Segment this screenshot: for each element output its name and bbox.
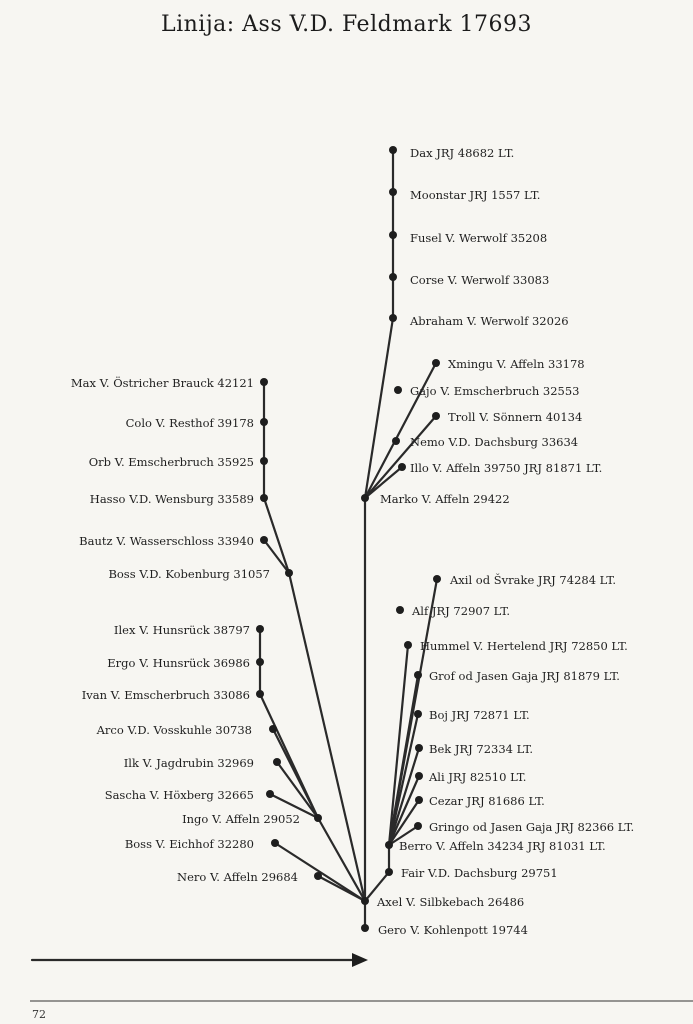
label-troll: Troll V. Sönnern 40134	[448, 410, 583, 424]
node-gajo	[394, 386, 402, 394]
node-hasso	[260, 494, 268, 502]
edge-berro-boj	[389, 714, 418, 845]
label-sascha: Sascha V. Höxberg 32665	[104, 788, 254, 802]
node-illo	[398, 463, 406, 471]
node-colo	[260, 418, 268, 426]
label-ilk: Ilk V. Jagdrubin 32969	[123, 756, 254, 770]
node-ivan	[256, 690, 264, 698]
label-max: Max V. Östricher Brauck 42121	[70, 376, 254, 390]
edge-ilk-ingo	[277, 762, 318, 818]
node-troll	[432, 412, 440, 420]
node-dax	[389, 146, 397, 154]
label-colo: Colo V. Resthof 39178	[125, 416, 254, 430]
label-abraham: Abraham V. Werwolf 32026	[410, 314, 569, 328]
label-ergo: Ergo V. Hunsrück 36986	[107, 656, 250, 670]
node-xmingu	[432, 359, 440, 367]
node-nemo	[392, 437, 400, 445]
edge-boss-axel	[289, 573, 365, 901]
label-orb: Orb V. Emscherbruch 35925	[88, 455, 254, 469]
label-bautz: Bautz V. Wasserschloss 33940	[79, 534, 254, 548]
node-orb	[260, 457, 268, 465]
label-arco: Arco V.D. Vosskuhle 30738	[96, 723, 252, 737]
label-ingo: Ingo V. Affeln 29052	[182, 812, 300, 826]
node-bautz	[260, 536, 268, 544]
node-max	[260, 378, 268, 386]
label-ivan: Ivan V. Emscherbruch 33086	[81, 688, 250, 702]
label-ilex: Ilex V. Hunsrück 38797	[113, 623, 250, 637]
node-ergo	[256, 658, 264, 666]
label-fair: Fair V.D. Dachsburg 29751	[401, 866, 558, 880]
label-axil: Axil od Švrake JRJ 74284 LT.	[450, 573, 617, 587]
tree-labels	[71, 146, 634, 937]
node-axil	[433, 575, 441, 583]
node-ilex	[256, 625, 264, 633]
edge-hasso-boss	[264, 498, 289, 573]
label-alf: Alf JRJ 72907 LT.	[412, 604, 511, 618]
node-berro	[385, 841, 393, 849]
label-gero: Gero V. Kohlenpott 19744	[378, 923, 528, 937]
node-nero	[314, 872, 322, 880]
node-gero	[361, 924, 369, 932]
timeline-arrow-head	[352, 953, 368, 967]
edge-arco-ingo	[273, 729, 318, 818]
label-gajo: Gajo V. Emscherbruch 32553	[410, 384, 580, 398]
label-hasso: Hasso V.D. Wensburg 33589	[89, 492, 254, 506]
label-illo: Illo V. Affeln 39750 JRJ 81871 LT.	[410, 461, 603, 475]
node-grof	[414, 671, 422, 679]
node-fair	[385, 868, 393, 876]
label-marko: Marko V. Affeln 29422	[380, 492, 510, 506]
node-boj	[414, 710, 422, 718]
label-moonstar: Moonstar JRJ 1557 LT.	[410, 188, 541, 202]
node-corse	[389, 273, 397, 281]
node-sascha	[266, 790, 274, 798]
node-ingo	[314, 814, 322, 822]
label-nero: Nero V. Affeln 29684	[177, 870, 298, 884]
label-boj: Boj JRJ 72871 LT.	[429, 708, 530, 722]
label-berro: Berro V. Affeln 34234 JRJ 81031 LT.	[399, 839, 606, 853]
label-dax: Dax JRJ 48682 LT.	[410, 146, 515, 160]
label-xmingu: Xmingu V. Affeln 33178	[448, 357, 585, 371]
label-nemo: Nemo V.D. Dachsburg 33634	[410, 435, 579, 449]
node-bek	[415, 744, 423, 752]
node-moonstar	[389, 188, 397, 196]
label-grof: Grof od Jasen Gaja JRJ 81879 LT.	[429, 669, 620, 683]
page-title: Linija: Ass V.D. Feldmark 17693	[160, 12, 533, 37]
label-fusel: Fusel V. Werwolf 35208	[410, 231, 548, 245]
node-gringo	[414, 822, 422, 830]
label-ali: Ali JRJ 82510 LT.	[429, 770, 527, 784]
node-ilk	[273, 758, 281, 766]
label-hummel: Hummel V. Hertelend JRJ 72850 LT.	[420, 639, 628, 653]
node-marko	[361, 494, 369, 502]
node-boss-kob	[285, 569, 293, 577]
label-axel: Axel V. Silbkebach 26486	[377, 895, 525, 909]
node-alf	[396, 606, 404, 614]
label-gringo: Gringo od Jasen Gaja JRJ 82366 LT.	[429, 820, 635, 834]
label-corse: Corse V. Werwolf 33083	[410, 273, 550, 287]
node-arco	[269, 725, 277, 733]
page-number: 72	[32, 1008, 46, 1021]
node-fusel	[389, 231, 397, 239]
node-axel	[361, 897, 369, 905]
node-cezar	[415, 796, 423, 804]
node-boss-eich	[271, 839, 279, 847]
node-ali	[415, 772, 423, 780]
label-boss-kob: Boss V.D. Kobenburg 31057	[108, 567, 270, 581]
node-abraham	[389, 314, 397, 322]
label-bek: Bek JRJ 72334 LT.	[429, 742, 533, 756]
label-boss-eich: Boss V. Eichhof 32280	[124, 837, 254, 851]
node-hummel	[404, 641, 412, 649]
label-cezar: Cezar JRJ 81686 LT.	[429, 794, 545, 808]
